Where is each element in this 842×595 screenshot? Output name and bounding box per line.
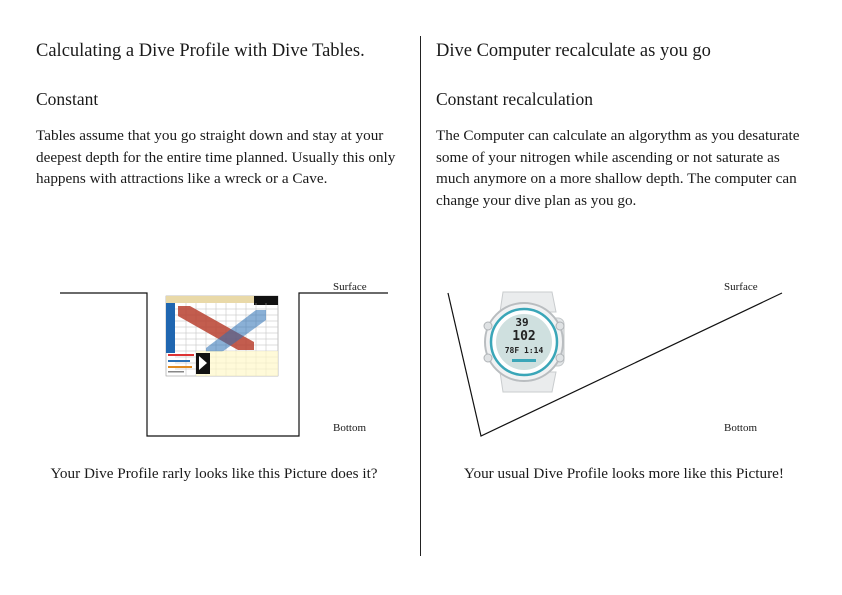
left-bottom-label: Bottom (333, 422, 367, 434)
right-body: The Computer can calculate an algorythm as you desaturate some of your nitrogen while ascending or not saturate as much anymore on a more shallow depth. The computer can change your dive plan as you go. (436, 127, 800, 209)
left-subtitle: Constant (36, 89, 99, 109)
right-surface-label: Surface (724, 281, 758, 293)
left-surface-label: Surface (333, 281, 367, 293)
left-body: Tables assume that you go straight down and stay at your deepest depth for the entire time planned. Usually this only happens with attractions like a wreck or a Cave. (36, 127, 396, 187)
watch-display-line3: 78F 1:14 (504, 346, 544, 355)
left-title: Calculating a Dive Profile with Dive Tables. (36, 41, 365, 61)
watch-display-line1: 39 (515, 316, 529, 329)
left-caption: Your Dive Profile rarly looks like this Picture does it? (50, 465, 378, 482)
watch-display-line2: 102 (512, 329, 536, 344)
right-bottom-label: Bottom (724, 422, 758, 434)
right-caption: Your usual Dive Profile looks more like this Picture! (464, 465, 784, 482)
dive-computer-image (484, 292, 564, 392)
right-subtitle: Constant recalculation (436, 89, 593, 109)
dive-table-image (166, 296, 278, 376)
right-title: Dive Computer recalculate as you go (436, 41, 711, 61)
